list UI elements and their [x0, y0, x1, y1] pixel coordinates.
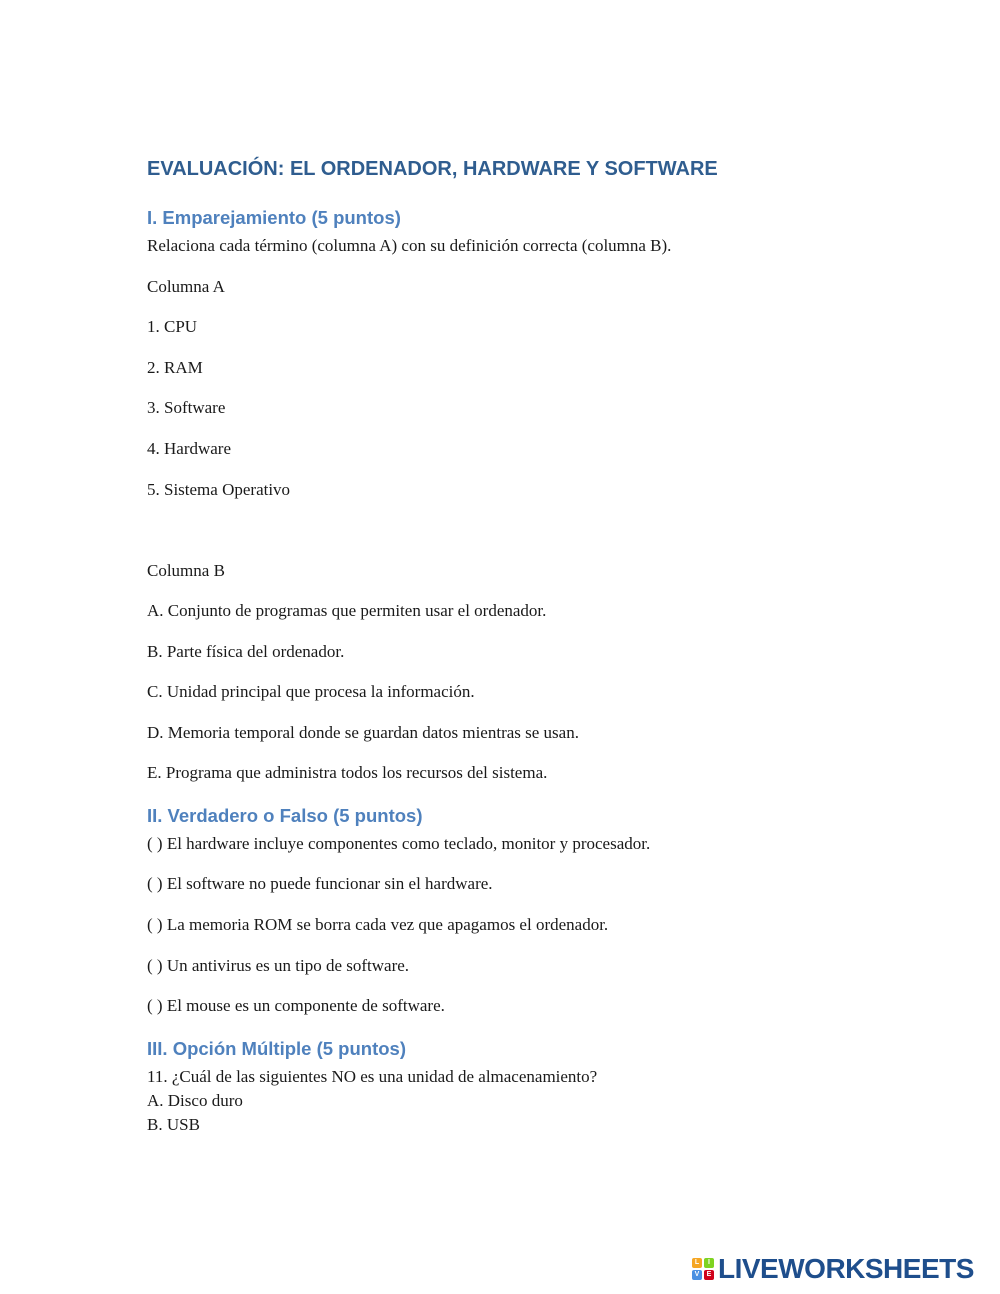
column-a-item: 2. RAM — [147, 358, 203, 377]
true-false-item: ( ) Un antivirus es un tipo de software. — [147, 956, 410, 975]
section-heading-multiple-choice: III. Opción Múltiple (5 puntos) — [147, 1038, 406, 1059]
true-false-item: ( ) El software no puede funcionar sin el hardware. — [147, 874, 493, 893]
column-b-label: Columna B — [147, 561, 225, 580]
column-b-item: B. Parte física del ordenador. — [147, 642, 345, 661]
liveworksheets-logo-icon — [692, 1258, 714, 1280]
column-b-item: E. Programa que administra todos los recursos del sistema. — [147, 763, 548, 782]
matching-instruction: Relaciona cada término (columna A) con su definición correcta (columna B). — [147, 236, 672, 255]
column-a-item: 3. Software — [147, 398, 226, 417]
logo-tile: E — [704, 1270, 714, 1280]
liveworksheets-logo-text: LIVEWORKSHEETS — [718, 1253, 974, 1284]
true-false-item: ( ) La memoria ROM se borra cada vez que apagamos el ordenador. — [147, 915, 609, 934]
multiple-choice-question: 11. ¿Cuál de las siguientes NO es una unidad de almacenamiento? — [147, 1067, 598, 1086]
section-heading-true-false: II. Verdadero o Falso (5 puntos) — [147, 805, 423, 826]
multiple-choice-option: A. Disco duro — [147, 1091, 243, 1110]
multiple-choice-option: B. USB — [147, 1115, 200, 1134]
true-false-item: ( ) El hardware incluye componentes como teclado, monitor y procesador. — [147, 834, 651, 853]
logo-tile: L — [692, 1258, 702, 1268]
column-a-label: Columna A — [147, 277, 225, 296]
column-b-item: D. Memoria temporal donde se guardan datos mientras se usan. — [147, 723, 579, 742]
column-b-item: A. Conjunto de programas que permiten usar el ordenador. — [147, 601, 547, 620]
liveworksheets-logo[interactable] — [692, 1255, 974, 1283]
column-b-item: C. Unidad principal que procesa la información. — [147, 682, 475, 701]
column-a-item: 4. Hardware — [147, 439, 232, 458]
true-false-item: ( ) El mouse es un componente de software. — [147, 996, 445, 1015]
column-a-item: 1. CPU — [147, 317, 198, 336]
logo-tile: V — [692, 1270, 702, 1280]
page-title: EVALUACIÓN: EL ORDENADOR, HARDWARE Y SOFTWARE — [147, 158, 718, 180]
section-heading-matching: I. Emparejamiento (5 puntos) — [147, 207, 401, 228]
column-a-item: 5. Sistema Operativo — [147, 480, 291, 499]
logo-tile: I — [704, 1258, 714, 1268]
